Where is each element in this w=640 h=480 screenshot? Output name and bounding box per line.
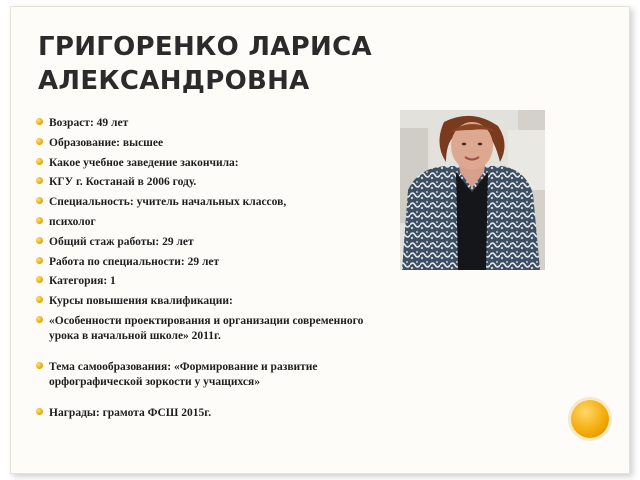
bullet-dot-icon [36,177,43,184]
bullet-dot-icon [36,217,43,224]
bullet-dot-icon [36,138,43,145]
list-item-text: КГУ г. Костанай в 2006 году. [49,176,197,189]
bullet-dot-icon [36,296,43,303]
list-item-course-title [36,314,396,344]
list-item-specialty [36,195,396,210]
bullet-dot-icon [36,316,43,323]
list-item-specialty-2 [36,215,396,230]
bullet-dot-icon [36,408,43,415]
bullet-dot-icon [36,362,43,369]
bullet-list [36,116,396,426]
list-item-text: «Особенности проектирования и организации современного урока в начальной школе» 2011г. [49,314,364,342]
list-item-text: Общий стаж работы: 29 лет [49,235,194,248]
list-item-age [36,116,396,131]
list-item-awards [36,406,396,421]
bullet-dot-icon [36,237,43,244]
page-title [38,30,458,98]
list-item-education [36,136,396,151]
list-item-text: Курсы повышения квалификации: [49,295,233,308]
list-item-text: Тема самообразования: «Формирование и развитие орфографической зоркости у учащихся» [49,360,318,388]
list-item-text: Категория: 1 [49,275,116,288]
bullet-dot-icon [36,197,43,204]
list-item-institution-label [36,156,396,171]
orange-orb-icon [571,400,609,438]
title-line-1: ГРИГОРЕНКО ЛАРИСА [38,32,372,62]
list-item-text: Работа по специальности: 29 лет [49,255,220,268]
list-item-courses [36,294,396,309]
list-item-text: психолог [49,215,96,228]
list-item-text: Какое учебное заведение закончила: [49,156,239,169]
list-item-specialty-experience [36,255,396,270]
list-item-text: Возраст: 49 лет [49,117,129,129]
title-line-2: АЛЕКСАНДРОВНА [38,66,310,96]
bullet-dot-icon [36,118,43,125]
bullet-dot-icon [36,158,43,165]
list-item-self-education [36,360,396,390]
list-item-total-experience [36,235,396,250]
list-item-category [36,274,396,289]
list-item-text: Награды: грамота ФСШ 2015г. [49,406,212,419]
list-item-text: Специальность: учитель начальных классов, [49,196,287,209]
list-item-text: Образование: высшее [49,136,164,149]
list-item-institution [36,175,396,190]
bullet-dot-icon [36,276,43,283]
bullet-dot-icon [36,257,43,264]
portrait-photo [400,110,545,270]
